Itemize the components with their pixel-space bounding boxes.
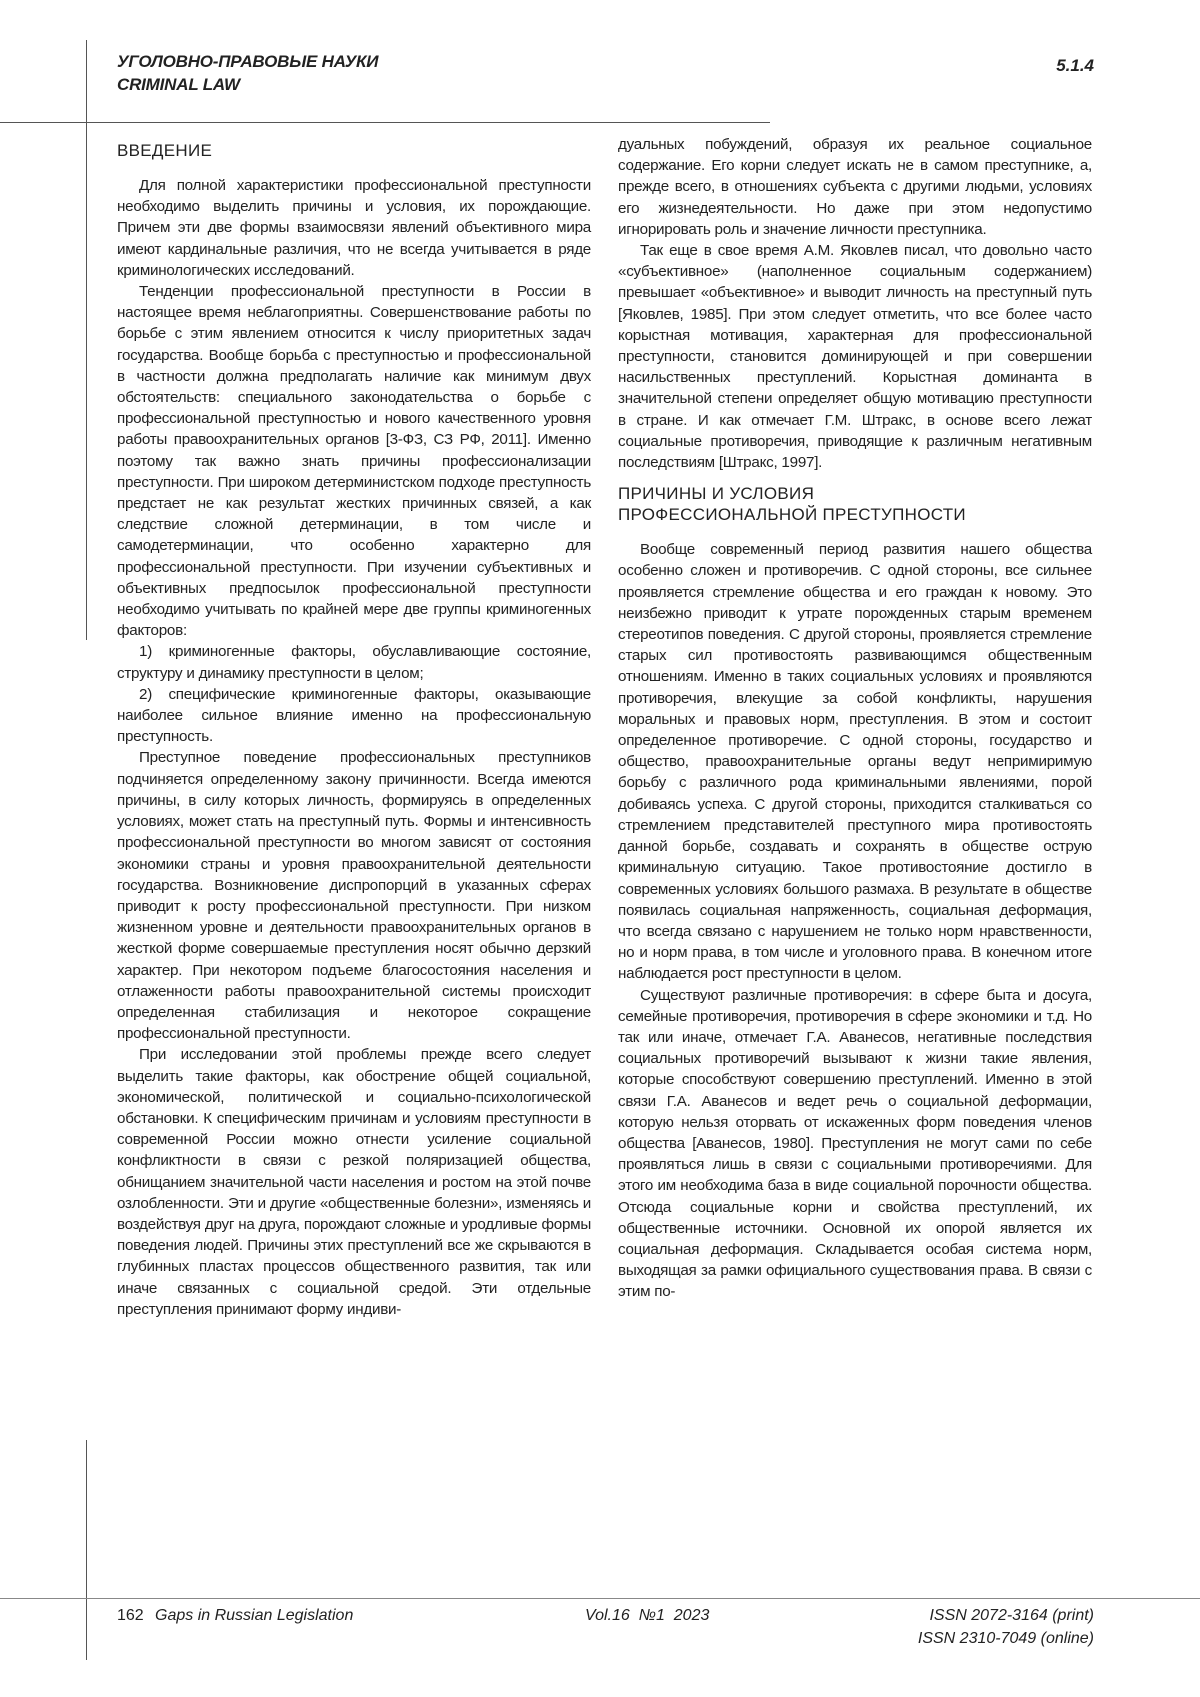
issue-info: Vol.16 №1 2023 <box>585 1607 710 1624</box>
footer-rule <box>0 1598 1200 1599</box>
paragraph: дуальных побуждений, образуя их реальное социальное содержание. Его корни следует искать не в самом преступнике, а, прежде всего, в отношениях субъекта с другими людьми, условиях его жизнедеятельности. Но даже при этом недопустимо игнорировать роль и значение личности преступника. <box>618 136 1092 238</box>
paragraph: Так еще в свое время А.М. Яковлев писал, что довольно часто «субъективное» (наполненное социальным содержанием) превышает «объективное» и выводит личность на преступный путь [Яковлев, 1985]. При этом следует отметить, что все более часто корыстная мотивация, характерная для профессиональной преступности, становится доминирующей и при совершении насильственных преступлений. Корыстная доминанта в значительной степени определяет общую мотивацию преступности в стране. И как отмечает Г.М. Штракс, в основе всего лежат социальные противоречия, приводящие к различным негативным последствиям [Штракс, 1997]. <box>618 242 1092 472</box>
paragraph: Вообще современный период развития нашего общества особенно сложен и противоречив. С одной стороны, все сильнее проявляется стремление общества и его граждан к новому. Это неизбежно приводит к утрате порожденных старым временем стереотипов поведения. С другой стороны, проявляется стремление старых сил противостоять развивающимся общественным отношениям. Именно в таких социальных условиях и проявляются противоречия, влекущие за собой конфликты, нарушения моральных и правовых норм, преступления. В этом и состоит определенное противоречие. С одной стороны, государство и общество, правоохранительные органы ведут непримиримую борьбу с различного рода криминальными явлениями, порой добиваясь успеха. С другой стороны, приходится сталкиваться со стремлением представителей преступного мира противостоять данной борьбе, создавать и сохранять в обществе острую криминальную ситуацию. Такое противостояние достигло в современных условиях большого размаха. В результате в обществе появилась социальная напряженность, социальная деформация, что всегда связано с нарушением не только норм нравственности, но и норм права, в том числе и уголовного права. В конечном итоге наблюдается рост преступности в целом. <box>618 541 1092 983</box>
running-header <box>117 50 378 96</box>
paragraph: Преступное поведение профессиональных преступников подчиняется определенному закону причинности. Всегда имеются причины, в силу которых личность, формируясь в определенных условиях, может стать на преступный путь. Формы и интенсивность профессиональной преступности во многом зависят от состояния экономики страны и уровня правоохранительной деятельности государства. Возникновение диспропорций в указанных сферах приводит к росту профессиональной преступности. При низком жизненном уровне и деятельности правоохранительных органов в жесткой форме совершаемые преступления носят обычно дерзкий характер. При некотором подъеме благосостояния населения и отлаженности работы правоохранительной системы происходит определенная стабилизация и некоторое сокращение профессиональной преступности. <box>117 749 591 1043</box>
footer-vertical-rule <box>86 1440 87 1660</box>
list-item: 2) специфические криминогенные факторы, оказывающие наиболее сильное влияние именно на профессиональную преступность. <box>117 685 591 746</box>
header-vertical-rule <box>86 40 87 640</box>
list-item: 1) криминогенные факторы, обуславливающие состояние, структуру и динамику преступности в целом; <box>117 643 591 682</box>
heading-introduction: ВВЕДЕНИЕ <box>117 141 213 160</box>
left-column <box>117 138 591 1320</box>
paragraph: Существуют различные противоречия: в сфере быта и досуга, семейные противоречия, противоречия в сфере экономики и т.д. Но так или иначе, отмечает Г.А. Аванесов, негативные последствия социальных противоречий вызывают к жизни такие явления, которые способствуют совершению преступлений. Именно в этой связи Г.А. Аванесов и ведет речь о социальной деформации, которую нельзя оторвать от искаженных форм поведения членов общества [Аванесов, 1980]. Преступления не могут сами по себе проявляться лишь в связи с социальными противоречиями. Для этого им необходима база в виде социальной порочности общества. Отсюда социальные корни и свойства преступлений, их общественные источники. Основной их опорой является их социальная деформация. Складывается особая система норм, выходящая за рамки официального существования права. В связи с этим по- <box>618 986 1092 1301</box>
heading-causes-conditions <box>618 483 1092 525</box>
section-title-ru: УГОЛОВНО-ПРАВОВЫЕ НАУКИ <box>117 52 379 71</box>
issn-print: ISSN 2072-3164 (print) <box>929 1607 1094 1624</box>
heading-line: ПРОФЕССИОНАЛЬНОЙ ПРЕСТУПНОСТИ <box>618 505 966 525</box>
right-column <box>618 134 1092 1303</box>
section-title-en: CRIMINAL LAW <box>117 75 240 94</box>
issn-online: ISSN 2310-7049 (online) <box>917 1630 1094 1647</box>
journal-name: Gaps in Russian Legislation <box>155 1607 354 1624</box>
section-code: 5.1.4 <box>1056 56 1094 75</box>
page-number: 162 <box>117 1607 144 1624</box>
paragraph: Тенденции профессиональной преступности в России в настоящее время неблагоприятны. Совершенствование работы по борьбе с этим явлением относится к числу приоритетных задач государства. Вообще борьба с преступностью и профессиональной в частности должна предполагать наличие как минимум двух обстоятельств: специального законодательства о борьбе с профессиональной преступностью и нового качественного уровня работы правоохранительных органов [3-ФЗ, СЗ РФ, 2011]. Именно поэтому так важно знать причины профессионализации преступности. При широком детерминистском подходе преступность предстает не как результат жестких причинных связей, а как следствие сложной детерминации, в том числе и самодетерминации, что особенно характерно для профессиональной преступности. При изучении субъективных и объективных предпосылок профессиональной преступности необходимо учитывать по крайней мере две группы криминогенных факторов: <box>117 283 591 640</box>
header-rule <box>0 122 770 123</box>
heading-line: ПРИЧИНЫ И УСЛОВИЯ <box>618 484 815 504</box>
paragraph: При исследовании этой проблемы прежде всего следует выделить такие факторы, как обострение общей социальной, экономической, политической и социально-психологической обстановки. К специфическим причинам и условиям преступности в современной России можно отнести усиление социальной конфликтности в связи с резкой поляризацией общества, обнищанием значительной части населения и ростом на этой почве озлобленности. Эти и другие «общественные болезни», изменяясь и воздействуя друг на друга, порождают сложные и уродливые формы поведения людей. Причины этих преступлений все же скрываются в глубинных пластах процессов общественного развития, так или иначе связанных с социальной средой. Эти отдельные преступления принимают форму индиви- <box>117 1046 591 1318</box>
paragraph: Для полной характеристики профессиональной преступности необходимо выделить причины и условия, их порождающие. Причем эти две формы взаимосвязи явлений объективного мира имеют кардинальные различия, что не всегда учитывается в ряде криминологических исследований. <box>117 177 591 279</box>
